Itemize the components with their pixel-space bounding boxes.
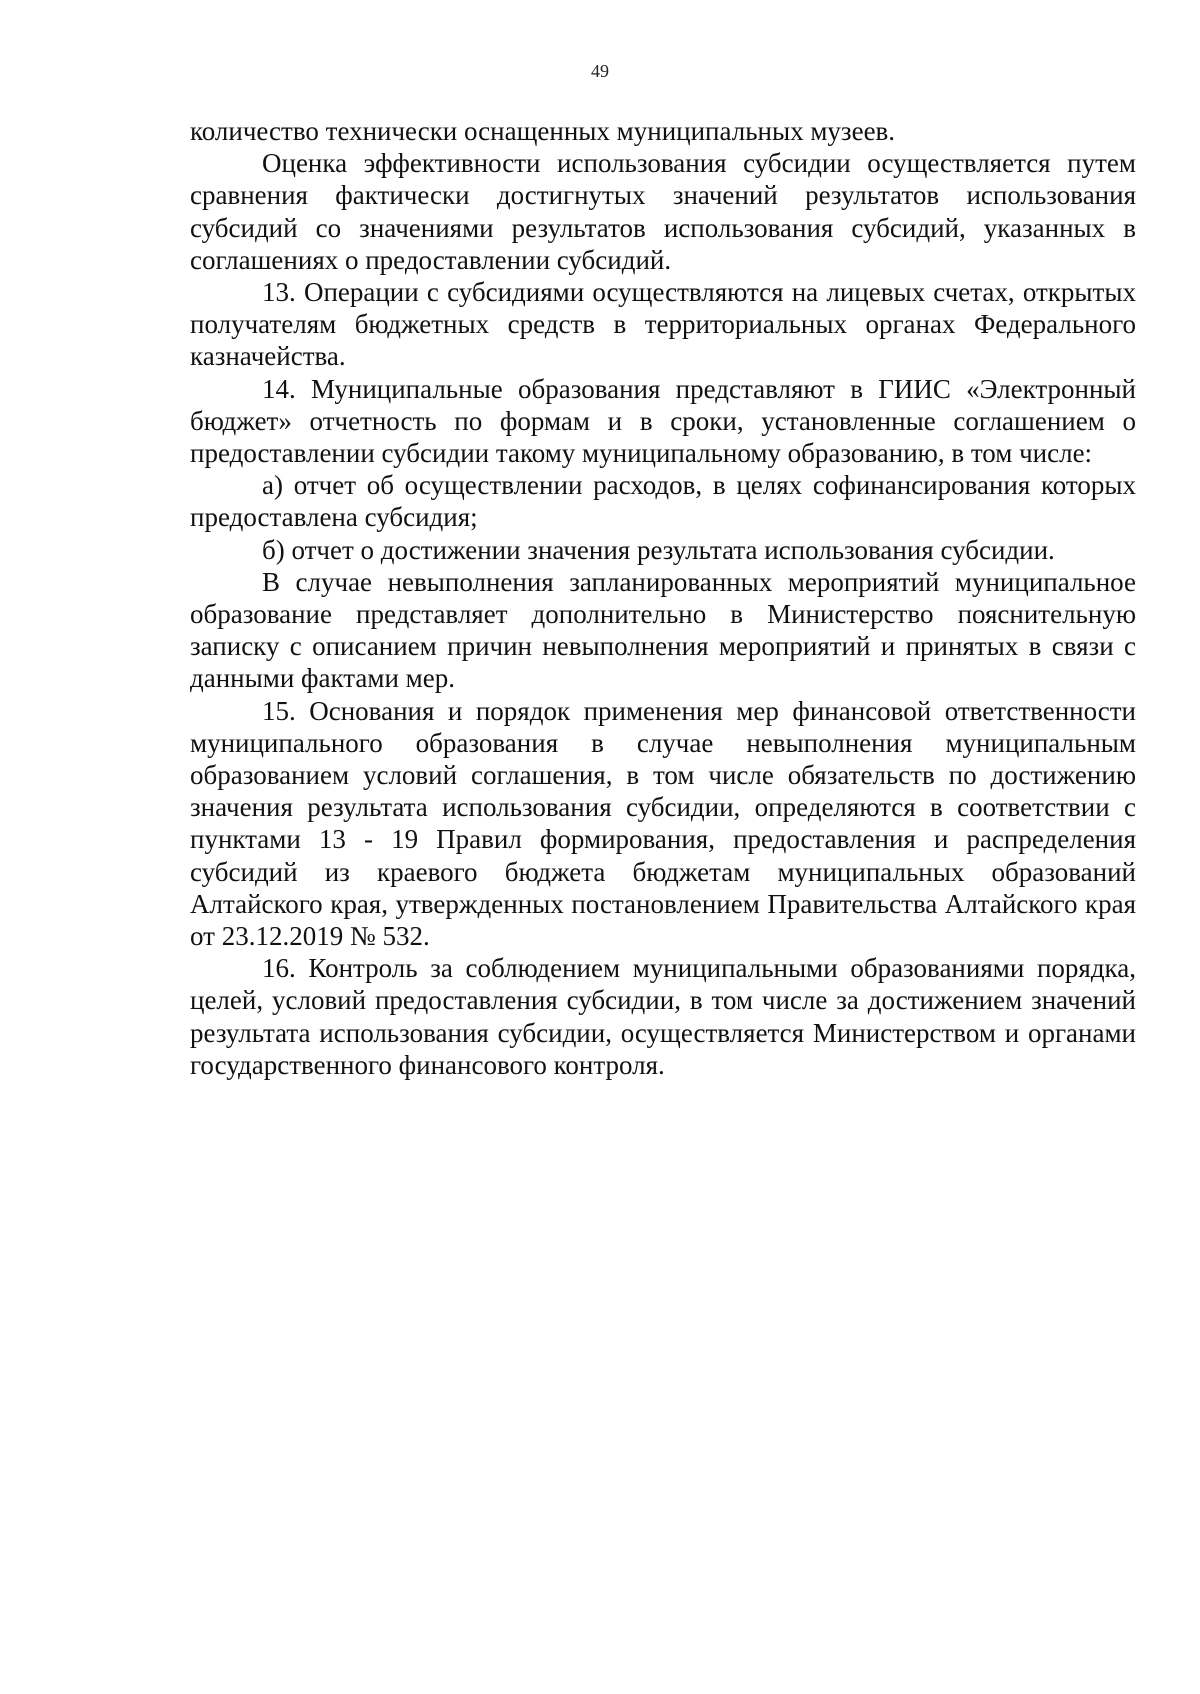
document-body	[190, 115, 1136, 1081]
paragraph-item-14-a: а) отчет об осуществлении расходов, в целях софинансирования которых предоставлена субсидия;	[190, 470, 1136, 533]
page-number: 49	[591, 61, 609, 81]
paragraph-item-15: 15. Основания и порядок применения мер финансовой ответственности муниципального образования в случае невыполнения муниципальным образованием условий соглашения, в том числе обязательств по достижению значения результата использования субсидии, определяются в соответствии с пунктами 13 - 19 Правил формирования, предоставления и распределения субсидий из краевого бюджета бюджетам муниципальных образований Алтайского края, утвержденных постановлением Правительства Алтайского края от 23.12.2019 № 532.	[190, 695, 1136, 952]
paragraph-explanatory-note: В случае невыполнения запланированных мероприятий муниципальное образование представляет дополнительно в Министерство пояснительную записку с описанием причин невыполнения мероприятий и принятых в связи с данными фактами мер.	[190, 566, 1136, 694]
paragraph-item-13: 13. Операции с субсидиями осуществляются на лицевых счетах, открытых получателям бюджетных средств в территориальных органах Федерального казначейства.	[190, 277, 1136, 372]
paragraph-item-14: 14. Муниципальные образования представляют в ГИИС «Электронный бюджет» отчетность по формам и в сроки, установленные соглашением о предоставлении субсидии такому муниципальному образованию, в том числе:	[190, 373, 1136, 469]
paragraph-item-16: 16. Контроль за соблюдением муниципальными образованиями порядка, целей, условий предоставления субсидии, в том числе за достижением значений результата использования субсидии, осуществляется Министерством и органами государственного финансового контроля.	[190, 953, 1136, 1080]
paragraph-continuation: количество технически оснащенных муниципальных музеев.	[190, 116, 896, 146]
paragraph-efficiency-assessment: Оценка эффективности использования субсидии осуществляется путем сравнения фактически достигнутых значений результатов использования субсидий со значениями результатов использования субсидий, указанных в соглашениях о предоставлении субсидий.	[190, 148, 1136, 275]
paragraph-item-14-b: б) отчет о достижении значения результата использования субсидии.	[262, 534, 1055, 565]
